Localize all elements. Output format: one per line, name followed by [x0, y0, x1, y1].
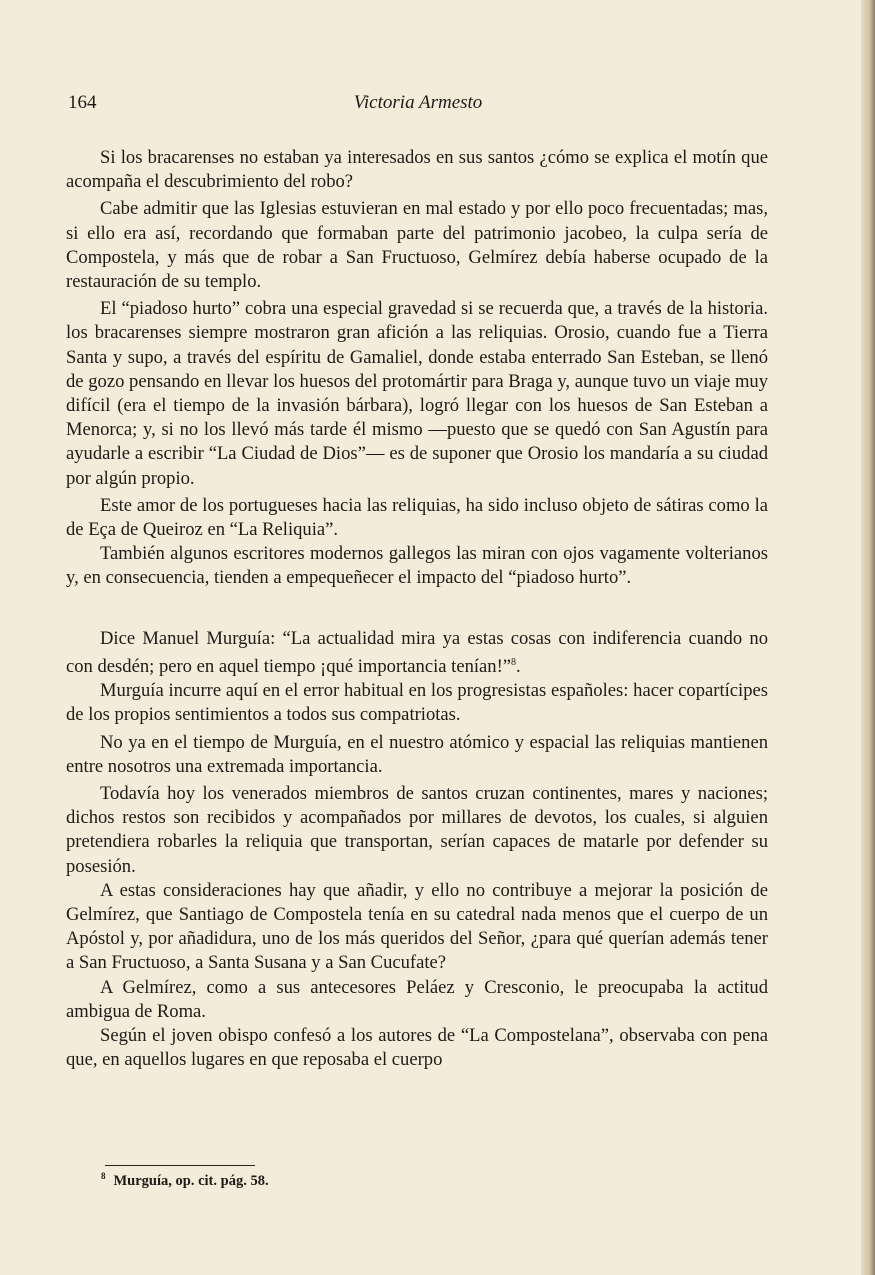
quote-text: Dice Manuel Murguía: “La actualidad mira ya estas cosas con indiferencia cuando no con desdén; pero en aquel tiempo ¡qué importancia tenían!”	[66, 627, 768, 678]
paragraph: Cabe admitir que las Iglesias estuvieran en mal estado y por ello poco frecuentadas; mas, si ello era así, recordando que formaban parte del patrimonio jacobeo, la culpa sería de Compostela, y más que de robar a San Fructuoso, Gelmírez debía haberse ocupado de la restauración de su templo.	[66, 198, 768, 293]
paragraph: El “piadoso hurto” cobra una especial gravedad si se recuerda que, a través de la historia. los bracarenses siempre mostraron gran afición a las reliquias. Orosio, cuando fue a Tierra Santa y supo, a través del espíritu de Gamaliel, donde estaba enterrado San Esteban, se llenó de gozo pensando en llevar los huesos del protomártir para Braga y, aunque tuvo un viaje muy difícil (era el tiempo de la invasión bárbara), logró llegar con los huesos de San Esteban a Menorca; y, si no los llevó más tarde él mismo —puesto que se quedó con San Agustín para ayudarle a escribir “La Ciudad de Dios”— es de suponer que Orosio los mandaría a su ciudad por algún propio.	[66, 298, 768, 489]
paragraph: Si los bracarenses no estaban ya interesados en sus santos ¿cómo se explica el motín que acompaña el descubrimiento del robo?	[66, 147, 768, 193]
paragraph: Este amor de los portugueses hacia las reliquias, ha sido incluso objeto de sátiras como la de Eça de Queiroz en “La Reliquia”.	[66, 494, 768, 541]
running-title: Victoria Armesto	[353, 92, 483, 113]
paragraph: Murguía incurre aquí en el error habitual en los progresistas españoles: hacer copartícipes de los propios sentimientos a todos sus compatriotas.	[66, 680, 768, 726]
footnote-reference: 8	[511, 656, 517, 668]
paragraph: No ya en el tiempo de Murguía, en el nuestro atómico y espacial las reliquias mantienen entre nosotros una extremada importancia.	[66, 731, 768, 777]
page-edge-shadow	[861, 0, 875, 1275]
paragraph: A Gelmírez, como a sus antecesores Peláez y Cresconio, le preocupaba la actitud ambigua de Roma.	[66, 976, 768, 1022]
footnote-text: Murguía, op. cit. pág. 58.	[113, 1172, 269, 1189]
paragraph: Según el joven obispo confesó a los autores de “La Compostelana”, observaba con pena que, en aquellos lugares en que reposaba el cuerpo	[66, 1025, 768, 1071]
paragraph: A estas consideraciones hay que añadir, y ello no contribuye a mejorar la posición de Gelmírez, que Santiago de Compostela tenía en su catedral nada menos que el cuerpo de un Apóstol y, por añadidura, uno de los más queridos del Señor, ¿para qué querían además tener a San Fructuoso, a Santa Susana y a San Cucufate?	[66, 879, 768, 974]
paragraph: Todavía hoy los venerados miembros de santos cruzan continentes, mares y naciones; dichos restos son recibidos y acompañados por millares de devotos, los cuales, si alguien pretendiera robarles la reliquia que transportan, serían capaces de matarle por defender su posesión.	[66, 783, 768, 877]
body-text	[66, 146, 768, 1073]
page-header	[68, 92, 768, 122]
paragraph: También algunos escritores modernos gallegos las miran con ojos vagamente volterianos y, en consecuencia, tienden a empequeñecer el impacto del “piadoso hurto”.	[66, 543, 768, 589]
page-number: 164	[68, 92, 97, 113]
paragraph-with-footnote: Dice Manuel Murguía: “La actualidad mira ya estas cosas con indiferencia cuando no con desdén; pero en aquel tiempo ¡qué importancia tenían!”$^8$.	[66, 627, 768, 678]
footnote-marker: 8	[101, 1171, 106, 1181]
footnote	[101, 1171, 269, 1190]
footnote-divider	[105, 1165, 255, 1166]
